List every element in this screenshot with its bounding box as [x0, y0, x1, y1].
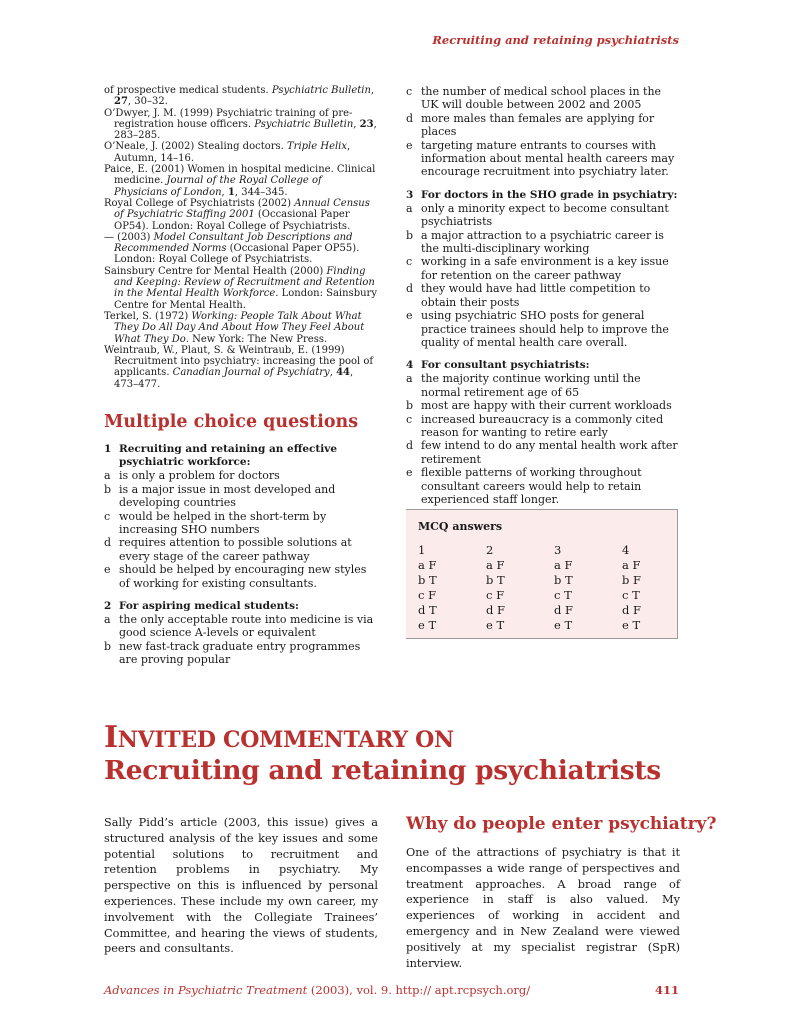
option-text: most are happy with their current workloads — [421, 399, 672, 413]
question-2-continued — [406, 85, 679, 179]
answer-option — [406, 229, 679, 256]
option-text: they would have had little competition to obtain their posts — [421, 282, 651, 309]
reference-text: — (2003) — [104, 231, 154, 243]
answers-question-number: 2 — [486, 543, 494, 557]
reference-text: , — [329, 367, 337, 379]
answer-option — [406, 282, 679, 309]
reference-text: O’Neale, J. (2002) Stealing doctors. — [104, 141, 287, 153]
kicker-rest: NVITED COMMENTARY ON — [117, 727, 454, 753]
option-text: the number of medical school places in the UK will double between 2002 and 2005 — [421, 85, 662, 112]
option-letter: a — [104, 613, 111, 627]
option-text: is only a problem for doctors — [119, 469, 280, 483]
option-letter: c — [104, 509, 111, 523]
mcq-heading: Multiple choice questions — [104, 412, 359, 433]
answers-column-2 — [486, 543, 505, 633]
option-letter: b — [104, 639, 112, 653]
answer-value: c F — [418, 588, 437, 602]
reference-text: , 283–285. — [114, 118, 377, 142]
option-letter: b — [406, 228, 414, 242]
footer-details: (2003), vol. 9. http:// apt.rcpsych.org/ — [307, 983, 531, 997]
reference-journal: Canadian Journal of Psychiatry — [172, 367, 330, 379]
answers-question-number: 4 — [622, 543, 630, 557]
answer-option — [406, 309, 679, 349]
reference-text: , 30–32. — [127, 96, 168, 108]
option-text: only a minority expect to become consultant psychiatrists — [421, 201, 669, 229]
answer-value: a F — [554, 558, 573, 572]
option-text: using psychiatric SHO posts for general practice trainees should help to improve the quality of mental health care overall. — [421, 309, 669, 349]
question-stem — [104, 443, 378, 469]
option-letter: b — [406, 399, 414, 413]
reference-journal: Annual Census of Psychiatric Staffing 2001 — [114, 197, 370, 221]
reference-journal: Working: People Talk About What They Do All Day And About How They Feel About What They Do — [114, 310, 365, 345]
invited-commentary-kicker — [104, 720, 454, 755]
answer-value: b F — [622, 573, 641, 587]
answer-value: d F — [554, 603, 573, 617]
answer-option — [104, 510, 378, 537]
answer-option — [406, 139, 679, 179]
footer-citation — [104, 983, 530, 997]
answers-question-number: 1 — [418, 543, 426, 557]
answer-option — [104, 536, 378, 563]
reference-text: of prospective medical students. — [104, 85, 272, 96]
option-text: working in a safe environment is a key issue for retention on the career pathway — [421, 255, 669, 282]
option-text: a major attraction to a psychiatric career is the multi-disciplinary working — [421, 228, 664, 256]
question-2 — [104, 600, 378, 667]
answer-value: a F — [418, 558, 437, 572]
option-letter: e — [104, 563, 111, 577]
answers-column-4 — [622, 543, 641, 633]
question-stem — [406, 359, 679, 372]
running-head: Recruiting and retaining psychiatrists — [432, 33, 679, 47]
reference-journal: Psychiatric Bulletin — [271, 85, 371, 96]
option-text: the majority continue working until the normal retirement age of 65 — [421, 372, 641, 399]
option-text: new fast-track graduate entry programmes are proving popular — [119, 639, 361, 667]
question-list-left — [104, 443, 378, 666]
answers-column-1 — [418, 543, 437, 633]
reference-item — [104, 108, 378, 142]
reference-text: . New York: The New Press. — [185, 333, 328, 345]
option-text: the only acceptable route into medicine is via good science A-levels or equivalent — [119, 613, 374, 640]
option-text: targeting mature entrants to courses with information about mental health careers may encourage recruitment into psychiatry later. — [421, 138, 675, 179]
reference-text: Paice, E. (2001) Women in hospital medicine. Clinical medicine. — [104, 164, 376, 187]
question-3 — [406, 189, 679, 349]
question-text: For doctors in the SHO grade in psychiatry: — [421, 188, 678, 201]
reference-journal: Journal of the Royal College of Physicians of London — [114, 175, 322, 198]
reference-item — [104, 232, 378, 266]
option-letter: b — [104, 482, 112, 496]
reference-volume: 1 — [227, 186, 235, 198]
answer-option — [104, 483, 378, 510]
question-number: 4 — [406, 359, 414, 372]
question-1 — [104, 443, 378, 590]
answer-option — [406, 202, 679, 229]
option-letter: a — [406, 372, 413, 386]
kicker-initial: I — [104, 720, 118, 755]
option-letter: d — [104, 536, 112, 550]
question-4 — [406, 359, 679, 506]
footer-journal: Advances in Psychiatric Treatment — [104, 983, 308, 997]
option-letter: c — [406, 255, 413, 269]
reference-text: , — [353, 118, 360, 130]
commentary-heading: Why do people enter psychiatry? — [406, 814, 717, 834]
question-number: 3 — [406, 188, 414, 201]
answer-value: d F — [486, 603, 505, 617]
answer-option — [104, 469, 378, 482]
invited-commentary-title: Recruiting and retaining psychiatrists — [104, 755, 661, 786]
reference-item — [104, 198, 378, 232]
option-letter: d — [406, 111, 414, 125]
answer-option — [104, 563, 378, 590]
page-number: 411 — [654, 983, 679, 997]
question-text: For aspiring medical students: — [119, 600, 299, 613]
option-letter: d — [406, 439, 414, 453]
question-number: 1 — [104, 443, 112, 456]
reference-journal: Finding and Keeping: Review of Recruitment and Retention in the Mental Health Workforce — [114, 265, 375, 300]
answer-value: e T — [622, 618, 641, 632]
answer-value: c F — [486, 588, 505, 602]
answer-value: c T — [622, 588, 640, 602]
option-text: flexible patterns of working throughout consultant careers would help to retain experienced staff longer. — [421, 466, 642, 506]
reference-volume: 27 — [114, 96, 128, 108]
reference-text: , 344–345. — [234, 186, 288, 198]
reference-volume: 44 — [336, 367, 350, 379]
answer-option — [406, 372, 679, 399]
answer-option — [104, 613, 378, 640]
reference-list — [104, 85, 378, 390]
question-text: For consultant psychiatrists: — [421, 359, 590, 372]
option-text: few intend to do any mental health work after retirement — [421, 439, 678, 466]
answer-value: e T — [554, 618, 573, 632]
option-letter: c — [406, 85, 413, 98]
answer-option — [406, 466, 679, 506]
question-list-right — [406, 189, 679, 507]
answer-option — [406, 85, 679, 112]
reference-journal: Model Consultant Job Descriptions and Recommended Norms — [114, 231, 353, 255]
reference-item — [104, 311, 378, 345]
reference-volume: 23 — [359, 118, 374, 130]
right-column — [406, 85, 679, 506]
option-text: increased bureaucracy is a commonly cited reason for wanting to retire early — [421, 412, 664, 439]
question-stem — [406, 189, 679, 202]
option-text: requires attention to possible solutions at every stage of the career pathway — [119, 536, 352, 563]
option-text: should be helped by encouraging new styles of working for existing consultants. — [119, 563, 367, 590]
reference-text: (Occasional Paper OP55). London: Royal College of Psychiatrists. — [114, 243, 360, 266]
reference-item — [104, 141, 378, 164]
option-letter: a — [104, 469, 111, 483]
reference-text: , 473–477. — [114, 367, 354, 390]
option-letter: a — [406, 201, 413, 215]
question-text: Recruiting and retaining an effective psychiatric workforce: — [119, 443, 338, 469]
answer-option — [104, 640, 378, 667]
reference-item — [104, 345, 378, 390]
commentary-paragraph-2: One of the attractions of psychiatry is that it encompasses a wide range of perspectives and treatment approaches. A broad range of experience in staff is also valued. My experiences of working in accident and emergency and in New Zealand were viewed positively at my specialist registrar (SpR) interview. — [406, 846, 680, 970]
reference-item — [104, 85, 378, 108]
answer-option — [406, 399, 679, 412]
option-letter: c — [406, 412, 413, 426]
answer-value: b T — [486, 573, 505, 587]
option-letter: d — [406, 282, 414, 296]
reference-text: . London: Sainsbury Centre for Mental Health. — [114, 288, 377, 311]
option-letter: e — [406, 138, 413, 152]
commentary-paragraph-1: Sally Pidd’s article (2003, this issue) gives a structured analysis of the key issues and some potential solutions to recruitment and retention problems in psychiatry. My perspective on this is influenced by personal experiences. These include my own career, my involvement with the Collegiate Trainees’ Committee, and hearing the views of students, peers and consultants. — [104, 816, 378, 956]
reference-text: O’Dwyer, J. M. (1999) Psychiatric training of pre-registration house officers. — [104, 107, 353, 130]
answers-column-3 — [554, 543, 573, 633]
question-stem — [104, 600, 378, 613]
answer-option — [406, 439, 679, 466]
answer-option — [406, 413, 679, 440]
answer-value: b T — [418, 573, 437, 587]
answer-value: e T — [486, 618, 505, 632]
reference-item — [104, 164, 378, 198]
reference-item — [104, 266, 378, 311]
reference-text: Sainsbury Centre for Mental Health (2000) — [104, 265, 327, 277]
answers-question-number: 3 — [554, 543, 562, 557]
answer-value: a F — [622, 558, 641, 572]
reference-text: Weintraub, W., Plaut, S. & Weintraub, E. (1999) Recruitment into psychiatry: increasing the pool of applicants. — [104, 344, 374, 379]
option-letter: e — [406, 466, 413, 480]
option-letter: e — [406, 309, 413, 323]
answer-value: c T — [554, 588, 572, 602]
answer-value: d F — [622, 603, 641, 617]
reference-text: (Occasional Paper OP54). London: Royal College of Psychiatrists. — [114, 209, 351, 232]
answer-value: a F — [486, 558, 505, 572]
answer-value: d T — [418, 603, 437, 617]
mcq-answers-box — [406, 509, 678, 639]
reference-text: , — [370, 85, 375, 96]
reference-text: , Autumn, 14–16. — [114, 141, 351, 164]
option-text: more males than females are applying for places — [421, 111, 655, 139]
reference-text: Royal College of Psychiatrists (2002) — [104, 197, 295, 209]
reference-journal: Psychiatric Bulletin — [254, 118, 354, 130]
question-number: 2 — [104, 600, 112, 613]
mcq-answers-title: MCQ answers — [418, 520, 503, 533]
answer-value: b T — [554, 573, 573, 587]
answer-value: e T — [418, 618, 437, 632]
left-column — [104, 85, 378, 667]
option-text: is a major issue in most developed and developing countries — [119, 482, 336, 510]
answer-option — [406, 112, 679, 139]
reference-text: Terkel, S. (1972) — [104, 310, 192, 322]
option-text: would be helped in the short-term by increasing SHO numbers — [119, 509, 327, 537]
answer-option — [406, 255, 679, 282]
reference-text: , — [221, 186, 228, 198]
reference-journal: Triple Helix — [287, 141, 348, 153]
